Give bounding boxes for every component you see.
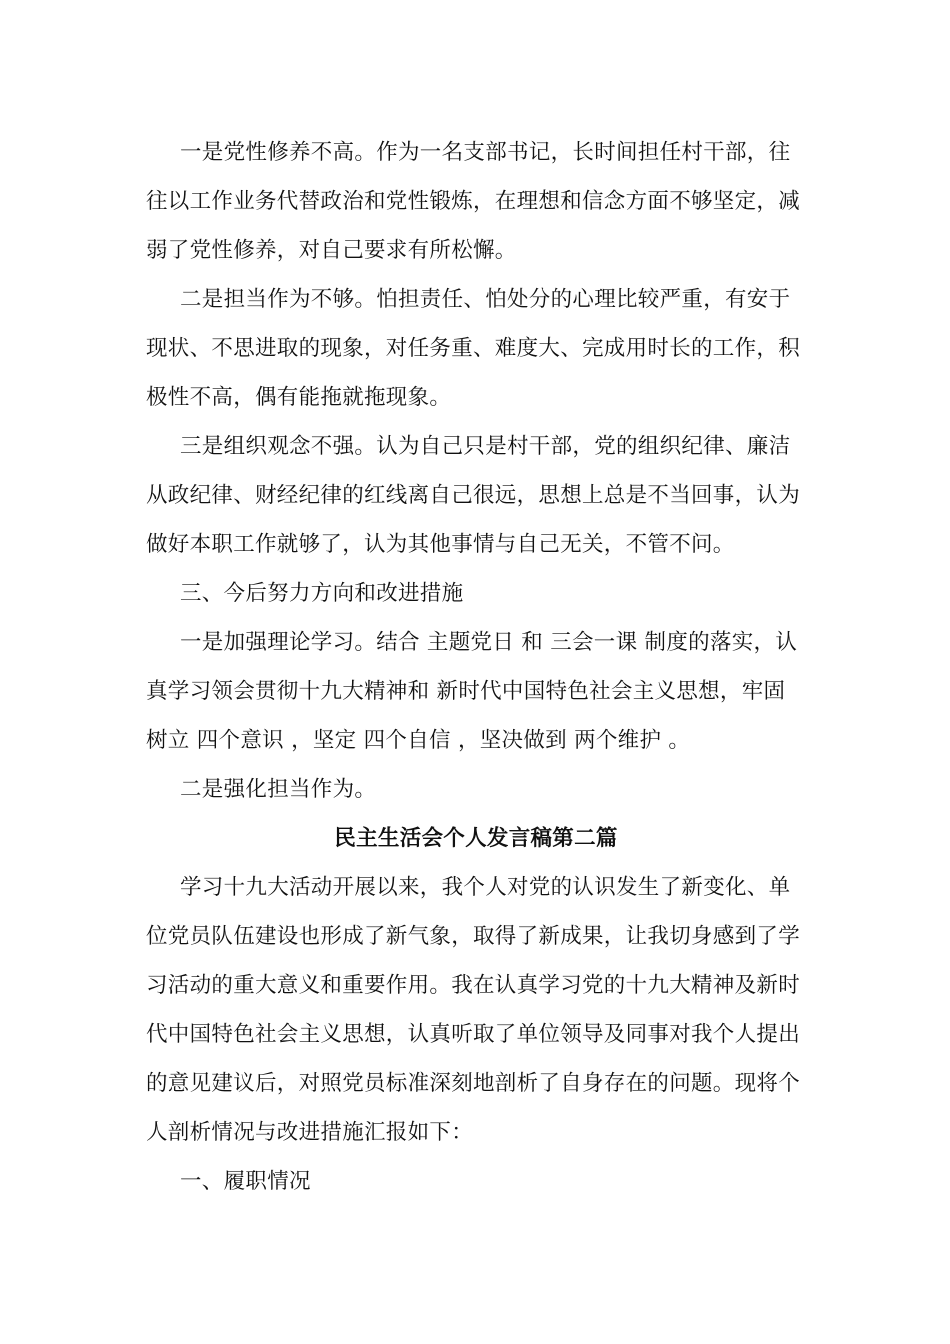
paragraph-theory-study: 一是加强理论学习。结合 主题党日 和 三会一课 制度的落实，认真学习领会贯彻十九大精神和 新时代中国特色社会主义思想，牢固树立 四个意识 ，坚定 四个自信 ，坚决做到 两个维护 。 xyxy=(146,630,798,753)
section-title: 民主生活会个人发言稿第二篇 xyxy=(334,826,618,851)
document-body xyxy=(146,128,806,1206)
subheading-performance: 一、履职情况 xyxy=(180,1169,311,1194)
subheading-improvement: 三、今后努力方向和改进措施 xyxy=(180,581,464,606)
paragraph-strengthen-responsibility: 二是强化担当作为。 xyxy=(180,777,377,802)
paragraph-intro: 学习十九大活动开展以来，我个人对党的认识发生了新变化、单位党员队伍建设也形成了新气象，取得了新成果，让我切身感到了学习活动的重大意义和重要作用。我在认真学习党的十九大精神及新时代中国特色社会主义思想，认真听取了单位领导及同事对我个人提出的意见建议后，对照党员标准深刻地剖析了自身存在的问题。现将个人剖析情况与改进措施汇报如下： xyxy=(146,875,801,1145)
paragraph-organization: 三是组织观念不强。认为自己只是村干部，党的组织纪律、廉洁从政纪律、财经纪律的红线离自己很远，思想上总是不当回事，认为做好本职工作就够了，认为其他事情与自己无关，不管不问。 xyxy=(146,434,801,557)
paragraph-party-spirit: 一是党性修养不高。作为一名支部书记，长时间担任村干部，往往以工作业务代替政治和党性锻炼，在理想和信念方面不够坚定，减弱了党性修养，对自己要求有所松懈。 xyxy=(146,140,801,263)
paragraph-responsibility: 二是担当作为不够。怕担责任、怕处分的心理比较严重，有安于现状、不思进取的现象，对任务重、难度大、完成用时长的工作，积极性不高，偶有能拖就拖现象。 xyxy=(146,287,801,410)
